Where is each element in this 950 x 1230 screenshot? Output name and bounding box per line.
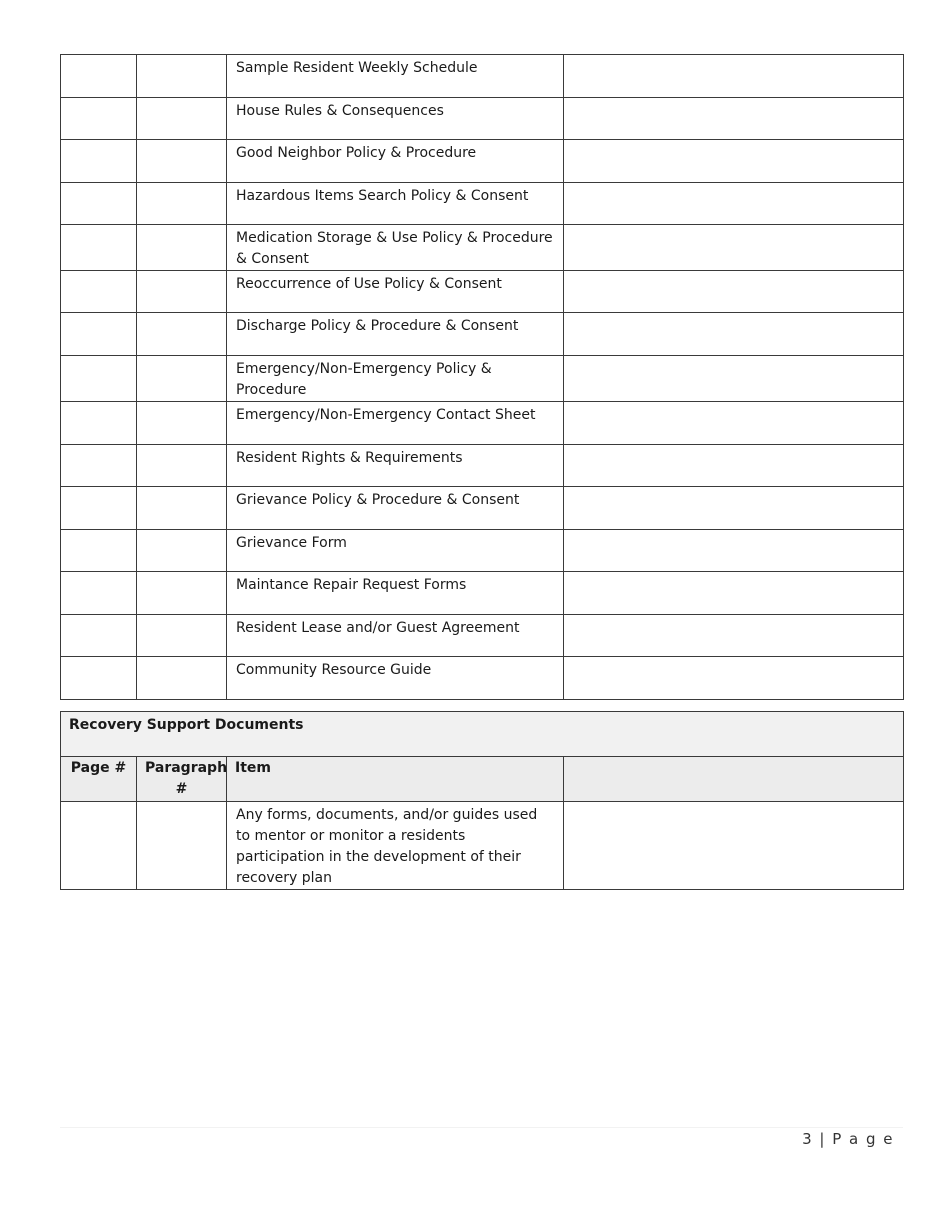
item-label: Emergency/Non-Emergency Contact Sheet (236, 407, 536, 423)
item-label: Resident Rights & Requirements (236, 450, 463, 466)
paragraph-cell (137, 402, 227, 445)
section-title: Recovery Support Documents (69, 717, 304, 733)
page-cell (61, 140, 137, 183)
paragraph-cell (137, 98, 227, 140)
table-row (61, 445, 904, 487)
table-row (61, 657, 904, 700)
paragraph-cell (137, 487, 227, 530)
item-cell (227, 657, 564, 700)
item-label: Grievance Policy & Procedure & Consent (236, 492, 520, 508)
notes-cell (564, 487, 904, 530)
paragraph-cell (137, 615, 227, 657)
paragraph-cell (137, 356, 227, 402)
item-label: House Rules & Consequences (236, 103, 444, 119)
page-cell (61, 313, 137, 356)
item-label: Reoccurrence of Use Policy & Consent (236, 276, 502, 292)
notes-cell (564, 313, 904, 356)
table-row (61, 55, 904, 98)
item-label: Emergency/Non-Emergency Policy & Procedure (236, 361, 492, 398)
paragraph-cell (137, 572, 227, 615)
table-row (61, 572, 904, 615)
item-cell (227, 271, 564, 313)
table-row (61, 313, 904, 356)
table-row (61, 615, 904, 657)
paragraph-cell (137, 802, 227, 890)
recovery-support-table (60, 711, 904, 890)
notes-cell (564, 55, 904, 98)
page-cell (61, 98, 137, 140)
page-cell (61, 487, 137, 530)
table-row (61, 356, 904, 402)
item-label: Any forms, documents, and/or guides used to mentor or monitor a residents participation in the development of their recovery plan (236, 807, 538, 886)
item-label: Hazardous Items Search Policy & Consent (236, 188, 529, 204)
item-cell (227, 487, 564, 530)
page-cell (61, 615, 137, 657)
item-cell (227, 356, 564, 402)
item-cell (227, 615, 564, 657)
item-label: Discharge Policy & Procedure & Consent (236, 318, 519, 334)
table-row (61, 140, 904, 183)
page-number: 3 | P a g e (802, 1130, 894, 1148)
paragraph-cell (137, 271, 227, 313)
table-row (61, 402, 904, 445)
notes-cell (564, 530, 904, 572)
notes-cell (564, 402, 904, 445)
notes-cell (564, 657, 904, 700)
page-cell (61, 445, 137, 487)
page-cell (61, 356, 137, 402)
item-cell (227, 572, 564, 615)
notes-cell (564, 802, 904, 890)
notes-cell (564, 445, 904, 487)
item-label: Resident Lease and/or Guest Agreement (236, 620, 520, 636)
column-header-row (61, 757, 904, 802)
table-row (61, 98, 904, 140)
item-label: Good Neighbor Policy & Procedure (236, 145, 477, 161)
page-cell (61, 530, 137, 572)
column-header-page: Page # (61, 757, 137, 802)
item-cell (227, 530, 564, 572)
notes-cell (564, 98, 904, 140)
column-header-item: Item (227, 757, 564, 802)
item-label: Medication Storage & Use Policy & Procedure & Consent (236, 230, 553, 267)
item-cell (227, 55, 564, 98)
table-row (61, 271, 904, 313)
paragraph-cell (137, 530, 227, 572)
page-cell (61, 225, 137, 271)
documents-table (60, 54, 904, 700)
item-cell (227, 140, 564, 183)
column-header-paragraph: Paragraph # (137, 757, 227, 802)
page-cell (61, 183, 137, 225)
item-label: Sample Resident Weekly Schedule (236, 60, 478, 76)
item-cell (227, 445, 564, 487)
notes-cell (564, 615, 904, 657)
paragraph-cell (137, 313, 227, 356)
item-label: Community Resource Guide (236, 662, 432, 678)
section-title-cell (61, 712, 904, 757)
paragraph-cell (137, 183, 227, 225)
notes-cell (564, 183, 904, 225)
section-header-row (61, 712, 904, 757)
notes-cell (564, 572, 904, 615)
notes-cell (564, 225, 904, 271)
notes-cell (564, 271, 904, 313)
table-row (61, 183, 904, 225)
paragraph-cell (137, 55, 227, 98)
page-cell (61, 55, 137, 98)
column-header-notes (564, 757, 904, 802)
item-cell (227, 802, 564, 890)
page-cell (61, 402, 137, 445)
table-row (61, 487, 904, 530)
page-cell (61, 271, 137, 313)
item-cell (227, 98, 564, 140)
item-cell (227, 183, 564, 225)
paragraph-cell (137, 225, 227, 271)
paragraph-cell (137, 445, 227, 487)
notes-cell (564, 140, 904, 183)
table-row (61, 225, 904, 271)
item-cell (227, 313, 564, 356)
page-cell (61, 572, 137, 615)
paragraph-cell (137, 657, 227, 700)
page-cell (61, 802, 137, 890)
table-row (61, 530, 904, 572)
item-label: Grievance Form (236, 535, 347, 551)
notes-cell (564, 356, 904, 402)
item-cell (227, 225, 564, 271)
page-cell (61, 657, 137, 700)
paragraph-cell (137, 140, 227, 183)
item-cell (227, 402, 564, 445)
item-label: Maintance Repair Request Forms (236, 577, 467, 593)
table-row (61, 802, 904, 890)
footer-divider (60, 1127, 903, 1128)
